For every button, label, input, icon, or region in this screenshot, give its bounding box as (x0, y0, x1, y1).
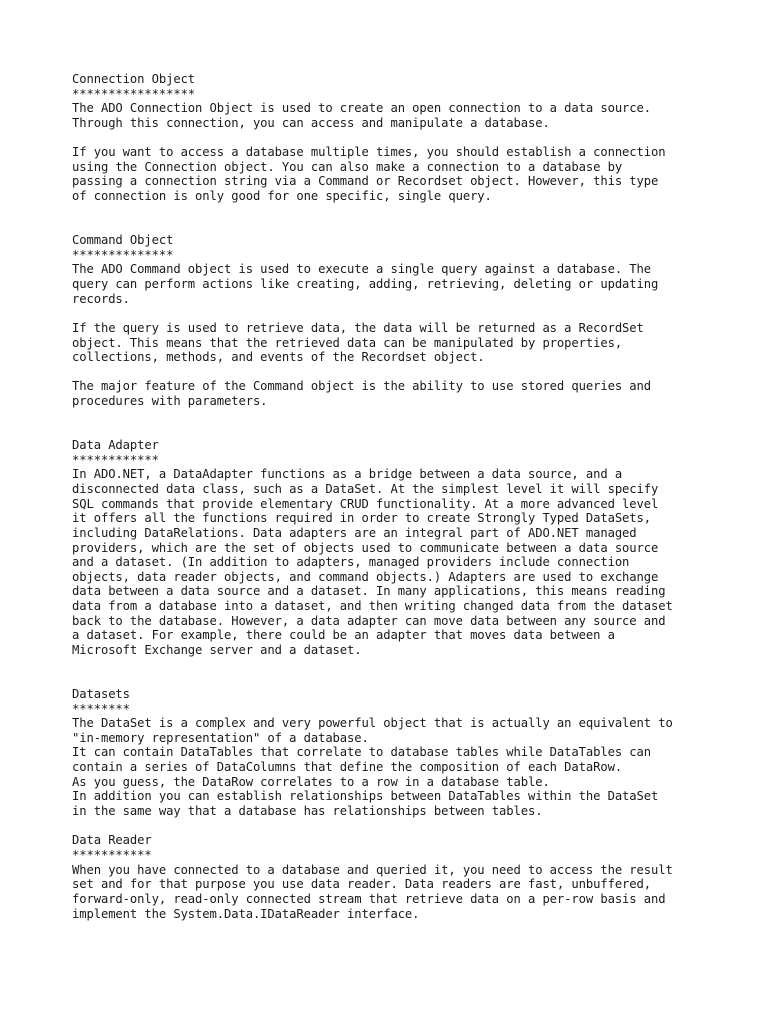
text-line: The major feature of the Command object is the ability to use stored queries and (72, 379, 652, 394)
text-line: The ADO Command object is used to execute a single query against a database. The (72, 262, 652, 277)
text-line: back to the database. However, a data adapter can move data between any source and (72, 613, 666, 628)
heading-underline: *********** (72, 847, 152, 862)
blank-line (72, 218, 752, 233)
text-line: The ADO Connection Object is used to create an open connection to a data source. (72, 101, 652, 116)
text-line: of connection is only good for one specific, single query. (72, 189, 492, 204)
text-line: SQL commands that provide elementary CRUD functionality. At a more advanced level (72, 496, 659, 511)
text-line: If the query is used to retrieve data, the data will be returned as a RecordSet (72, 320, 644, 335)
text-line: "in-memory representation" of a database. (72, 730, 369, 745)
blank-line (72, 672, 752, 687)
heading-underline: ************** (72, 247, 174, 262)
text-line: collections, methods, and events of the Recordset object. (72, 350, 485, 365)
heading-underline: ************ (72, 452, 159, 467)
section-heading: Connection Object (72, 72, 196, 86)
text-line: procedures with parameters. (72, 394, 268, 409)
text-line: data from a database into a dataset, and then writing changed data from the dataset (72, 599, 673, 614)
text-line: it offers all the functions required in order to create Strongly Typed DataSets, (72, 511, 652, 526)
text-line: contain a series of DataColumns that define the composition of each DataRow. (72, 760, 623, 775)
text-line: objects, data reader objects, and command objects.) Adapters are used to exchange (72, 569, 659, 584)
blank-line (72, 204, 752, 219)
text-line: providers, which are the set of objects used to communicate between a data source (72, 540, 659, 555)
text-line: If you want to access a database multiple times, you should establish a connection (72, 145, 666, 160)
text-line: The DataSet is a complex and very powerful object that is actually an equivalent to (72, 716, 673, 731)
text-line: data between a data source and a dataset. In many applications, this means reading (72, 584, 666, 599)
section-heading: Data Adapter (72, 438, 159, 453)
blank-line (72, 306, 752, 321)
text-line: in the same way that a database has relationships between tables. (72, 804, 543, 819)
text-line: Through this connection, you can access and manipulate a database. (72, 115, 550, 130)
section-heading: Datasets (72, 686, 130, 701)
text-line: forward-only, read-only connected stream that retrieve data on a per-row basis and (72, 891, 666, 906)
text-line: When you have connected to a database and queried it, you need to access the result (72, 862, 673, 877)
blank-line (72, 365, 752, 380)
text-line: including DataRelations. Data adapters are an integral part of ADO.NET managed (72, 525, 637, 540)
blank-line (72, 423, 752, 438)
section-heading: Command Object (72, 233, 174, 248)
section-heading: Data Reader (72, 833, 152, 848)
blank-line (72, 131, 752, 146)
blank-line (72, 819, 752, 834)
text-line: disconnected data class, such as a DataSet. At the simplest level it will specify (72, 481, 659, 496)
text-line: passing a connection string via a Command or Recordset object. However, this type (72, 174, 659, 189)
document-body (72, 72, 752, 921)
text-line: records. (72, 291, 130, 306)
heading-underline: ***************** (72, 86, 196, 101)
text-line: object. This means that the retrieved data can be manipulated by properties, (72, 335, 623, 350)
text-line: using the Connection object. You can also make a connection to a database by (72, 159, 623, 174)
text-line: In ADO.NET, a DataAdapter functions as a bridge between a data source, and a (72, 467, 623, 482)
text-line: As you guess, the DataRow correlates to a row in a database table. (72, 774, 550, 789)
blank-line (72, 658, 752, 673)
heading-underline: ******** (72, 701, 130, 716)
text-line: implement the System.Data.IDataReader interface. (72, 906, 420, 921)
text-line: set and for that purpose you use data reader. Data readers are fast, unbuffered, (72, 877, 652, 892)
text-line: query can perform actions like creating, adding, retrieving, deleting or updating (72, 276, 659, 291)
text-line: It can contain DataTables that correlate to database tables while DataTables can (72, 745, 652, 760)
text-line: and a dataset. (In addition to adapters, managed providers include connection (72, 555, 630, 570)
text-line: In addition you can establish relationships between DataTables within the DataSet (72, 789, 659, 804)
blank-line (72, 409, 752, 424)
text-line: a dataset. For example, there could be an adapter that moves data between a (72, 628, 615, 643)
text-line: Microsoft Exchange server and a dataset. (72, 642, 362, 657)
